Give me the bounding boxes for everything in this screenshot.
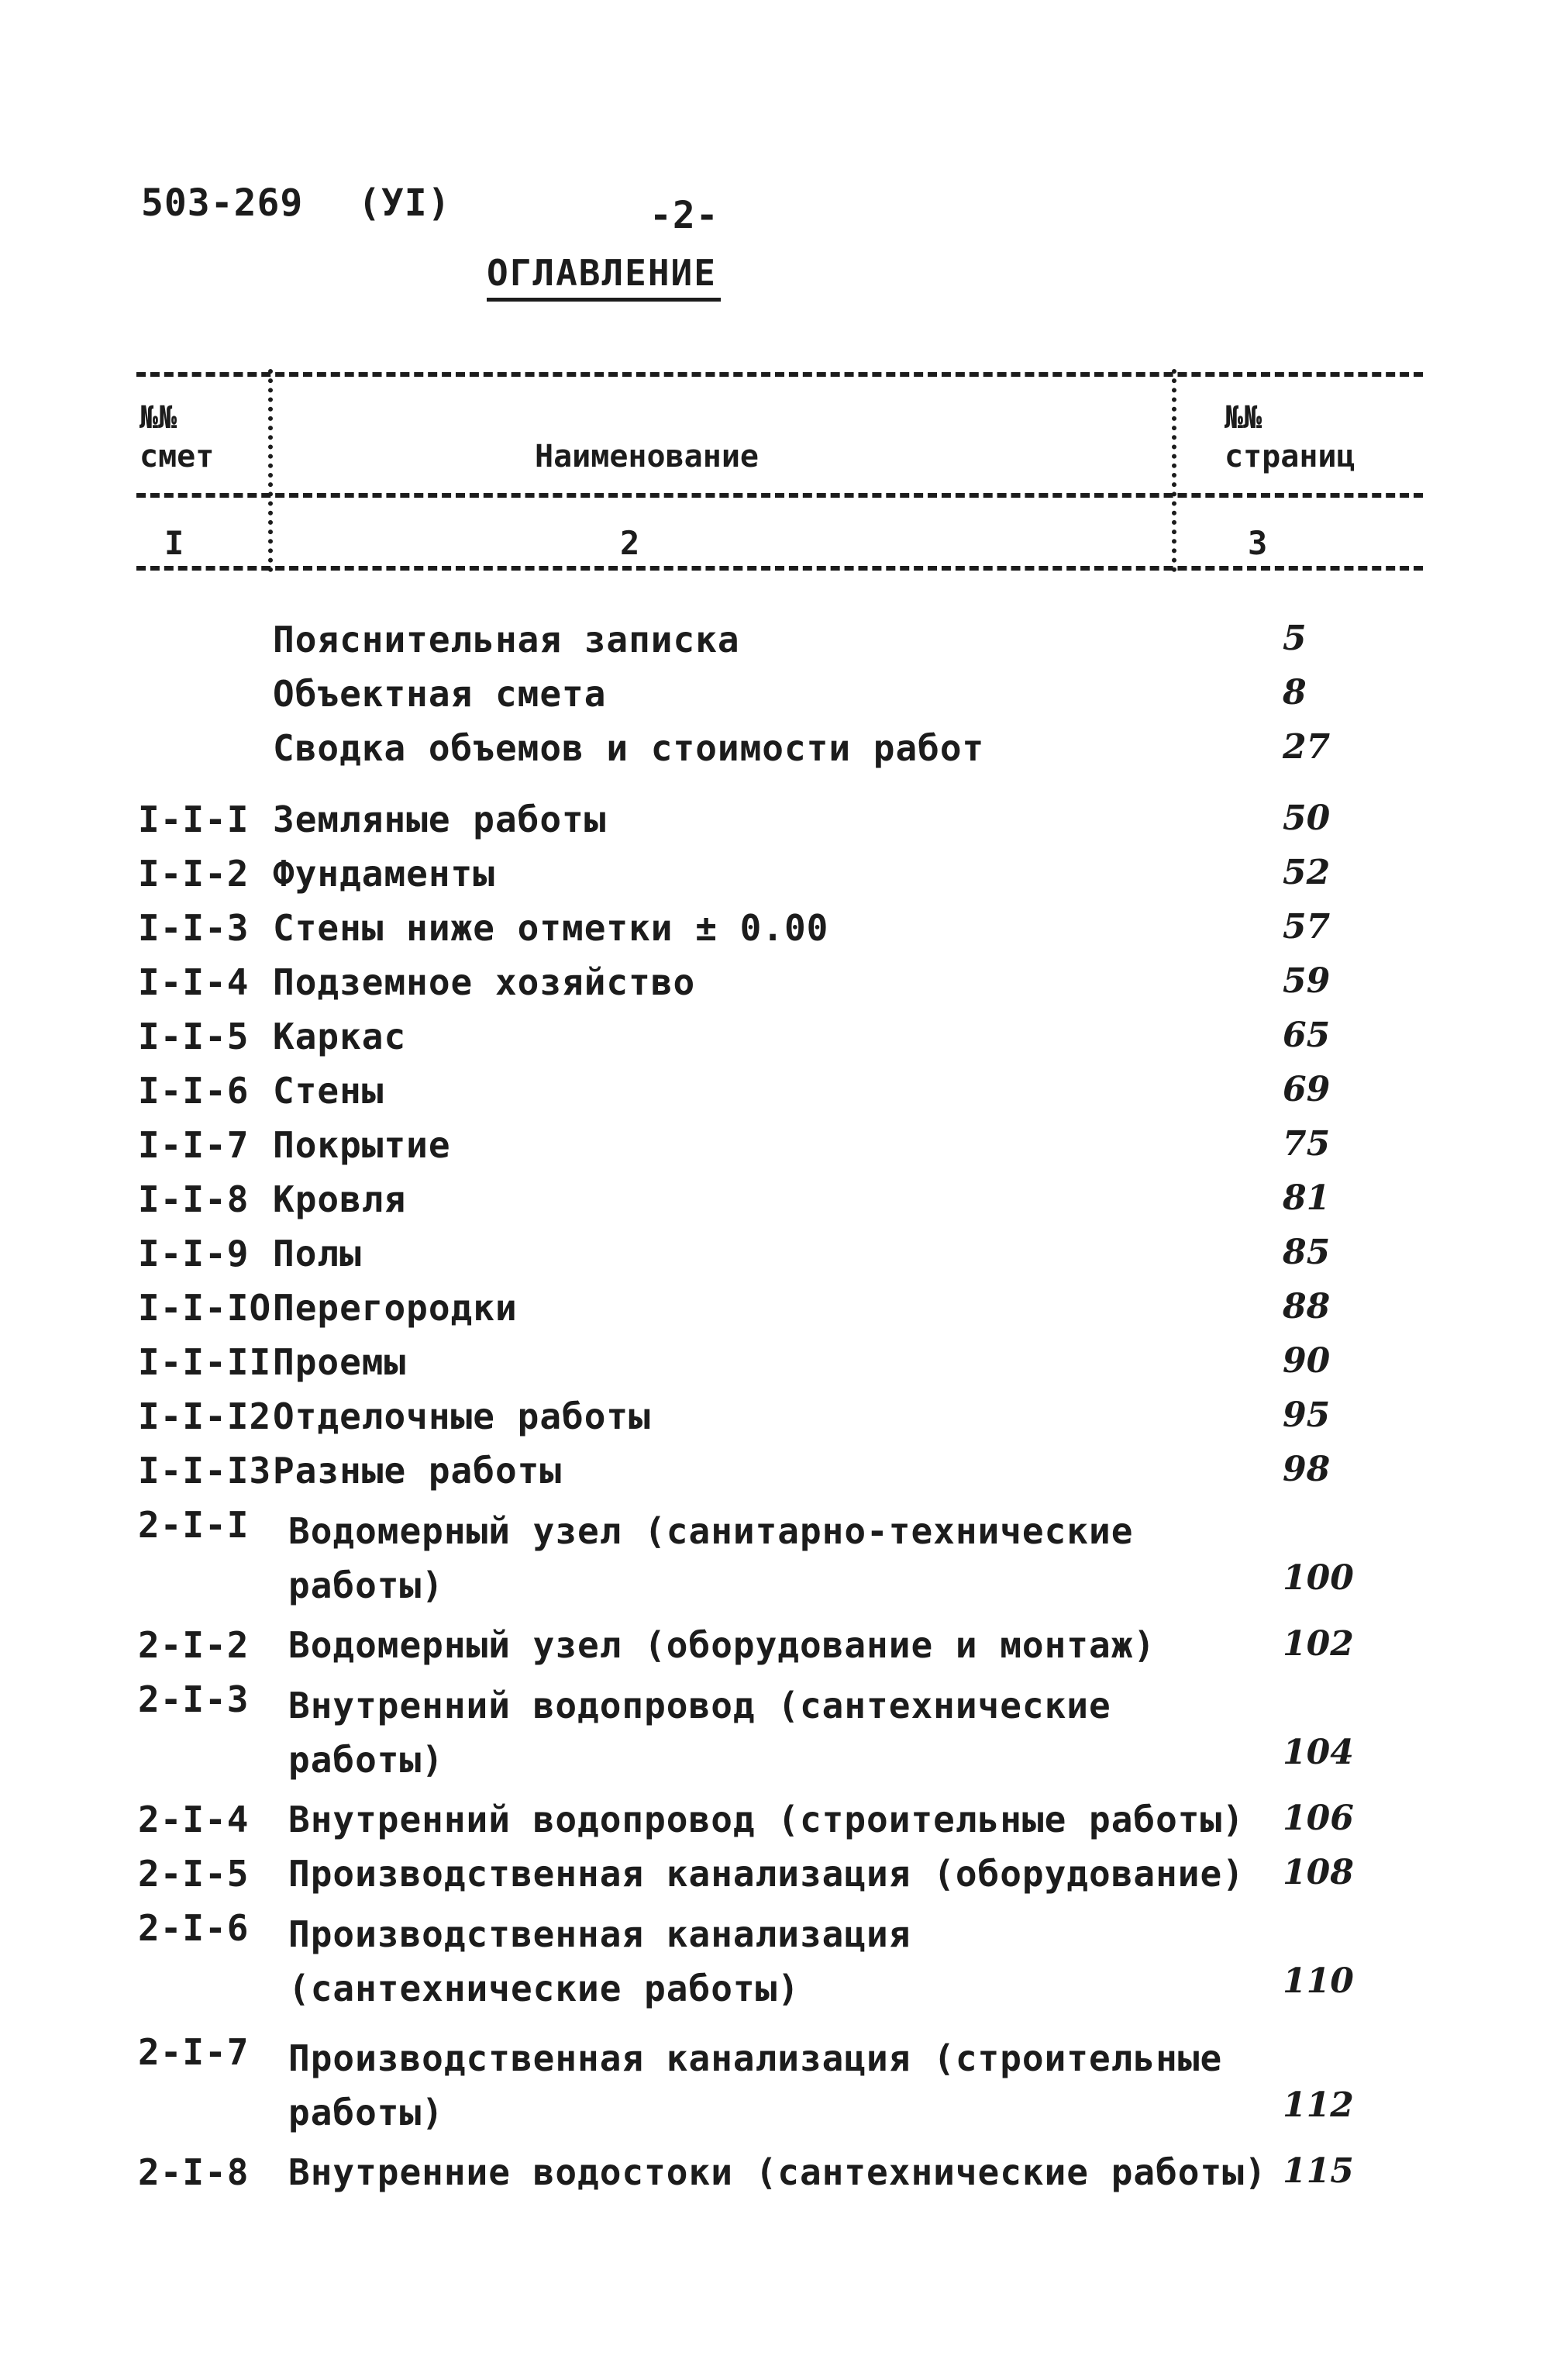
toc-entry [0, 1395, 1557, 1450]
entry-code: I-I-8 [138, 1178, 250, 1220]
col2-number: 2 [620, 524, 640, 562]
entry-code: 2-I-7 [138, 2031, 250, 2073]
entry-code: I-I-I [138, 799, 250, 840]
entry-code: I-I-5 [138, 1016, 250, 1057]
entry-page: 98 [1283, 1450, 1331, 1489]
col1-header-line2: смет [140, 439, 215, 474]
toc-entry [0, 907, 1557, 961]
entry-name: Перегородки [273, 1287, 518, 1329]
entry-code: I-I-II [138, 1341, 272, 1383]
entry-name: Объектная смета [273, 673, 607, 715]
entry-page: 59 [1283, 961, 1331, 1001]
entry-name: Проемы [273, 1341, 407, 1383]
entry-code: I-I-I2 [138, 1395, 272, 1437]
col2-header: Наименование [535, 439, 759, 474]
toc-entry [0, 2031, 1557, 2140]
toc-entry [0, 961, 1557, 1016]
entry-code: 2-I-4 [138, 1799, 250, 1840]
entry-name: Полы [273, 1233, 362, 1275]
toc-entry [0, 1070, 1557, 1124]
entry-name: Внутренний водопровод (строительные работы) [288, 1799, 1245, 1840]
entry-code: 2-I-3 [138, 1678, 250, 1720]
entry-page: 69 [1283, 1070, 1331, 1109]
toc-entry [0, 1450, 1557, 1504]
entry-page: 75 [1283, 1124, 1331, 1164]
col3-number: 3 [1248, 524, 1268, 562]
col3-header-line1: №№ [1225, 400, 1262, 436]
entry-page: 50 [1283, 799, 1331, 838]
entry-name: Каркас [273, 1016, 407, 1057]
entry-name: Производственная канализация (строительные работы) [288, 2037, 1223, 2133]
toc-entry [0, 1178, 1557, 1233]
entry-name: Водомерный узел (оборудование и монтаж) [288, 1624, 1156, 1666]
entry-page: 52 [1283, 853, 1331, 892]
entry-page: 102 [1283, 1624, 1354, 1664]
toc-entry [0, 1016, 1557, 1070]
toc-entry [0, 1678, 1557, 1787]
toc-entry [0, 727, 1557, 781]
entry-page: 115 [1283, 2151, 1354, 2191]
entry-name: Подземное хозяйство [273, 961, 696, 1003]
entry-page: 65 [1283, 1016, 1331, 1055]
entry-code: I-I-2 [138, 853, 250, 895]
toc-entry [0, 1624, 1557, 1678]
title-underline [487, 298, 721, 302]
toc-entry [0, 1799, 1557, 1853]
toc-entry [0, 1124, 1557, 1178]
toc-entry [0, 1907, 1557, 2016]
entry-code: I-I-3 [138, 907, 250, 949]
entry-page: 5 [1283, 619, 1307, 658]
toc-entry [0, 1853, 1557, 1907]
toc-entry [0, 853, 1557, 907]
entry-name: Стены ниже отметки ± 0.00 [273, 907, 829, 949]
entry-code: I-I-4 [138, 961, 250, 1003]
entry-name: Водомерный узел (санитарно-технические работы) [288, 1510, 1134, 1606]
toc-entry [0, 1287, 1557, 1341]
page-title: ОГЛАВЛЕНИЕ [487, 252, 717, 294]
col3-header-line2: страниц [1225, 439, 1355, 474]
entry-name: Производственная канализация (сантехнические работы) [288, 1913, 911, 2009]
entry-code: I-I-6 [138, 1070, 250, 1112]
document-part: (УI) [358, 181, 451, 225]
toc-entry [0, 1341, 1557, 1395]
entry-page: 8 [1283, 673, 1307, 712]
entry-code: 2-I-2 [138, 1624, 250, 1666]
toc-entry [0, 619, 1557, 673]
table-header-divider-1 [268, 369, 273, 572]
entry-code: I-I-9 [138, 1233, 250, 1275]
entry-name: Покрытие [273, 1124, 451, 1166]
table-header-top-rule [136, 372, 1423, 377]
page-number: -2- [649, 194, 719, 237]
col1-number: I [164, 524, 184, 562]
entry-name: Стены [273, 1070, 384, 1112]
toc-entry [0, 1233, 1557, 1287]
entry-code: I-I-IO [138, 1287, 272, 1329]
entry-page: 100 [1283, 1558, 1354, 1598]
entry-name: Отделочные работы [273, 1395, 651, 1437]
entry-page: 81 [1283, 1178, 1331, 1218]
entry-name: Земляные работы [273, 799, 607, 840]
entry-name: Сводка объемов и стоимости работ [273, 727, 985, 769]
entry-page: 110 [1283, 1961, 1354, 2001]
table-header-middle-rule [136, 493, 1423, 498]
toc-entry [0, 799, 1557, 853]
toc-entry [0, 673, 1557, 727]
entry-page: 88 [1283, 1287, 1331, 1326]
entry-page: 106 [1283, 1799, 1354, 1838]
entry-page: 108 [1283, 1853, 1354, 1892]
entry-page: 90 [1283, 1341, 1331, 1381]
entry-code: I-I-I3 [138, 1450, 272, 1492]
entry-page: 95 [1283, 1395, 1331, 1435]
document-code: 503-269 [141, 181, 304, 225]
entry-name: Внутренний водопровод (сантехнические работы) [288, 1685, 1111, 1781]
entry-name: Производственная канализация (оборудование) [288, 1853, 1245, 1895]
table-header-bottom-rule [136, 566, 1423, 571]
entry-code: I-I-7 [138, 1124, 250, 1166]
entry-name: Пояснительная записка [273, 619, 740, 661]
entry-code: 2-I-5 [138, 1853, 250, 1895]
entry-page: 27 [1283, 727, 1331, 767]
entry-name: Кровля [273, 1178, 407, 1220]
entry-name: Разные работы [273, 1450, 563, 1492]
entry-code: 2-I-8 [138, 2151, 250, 2193]
entry-page: 85 [1283, 1233, 1331, 1272]
toc-entry [0, 2151, 1557, 2206]
entry-page: 57 [1283, 907, 1331, 947]
col1-header-line1: №№ [140, 400, 177, 436]
entry-page: 104 [1283, 1733, 1354, 1772]
table-header-divider-2 [1172, 369, 1176, 572]
entry-code: 2-I-I [138, 1504, 250, 1546]
entry-code: 2-I-6 [138, 1907, 250, 1949]
toc-entry [0, 1504, 1557, 1613]
entry-page: 112 [1283, 2085, 1354, 2125]
entry-name: Внутренние водостоки (сантехнические работы) [288, 2151, 1267, 2193]
entry-name: Фундаменты [273, 853, 495, 895]
